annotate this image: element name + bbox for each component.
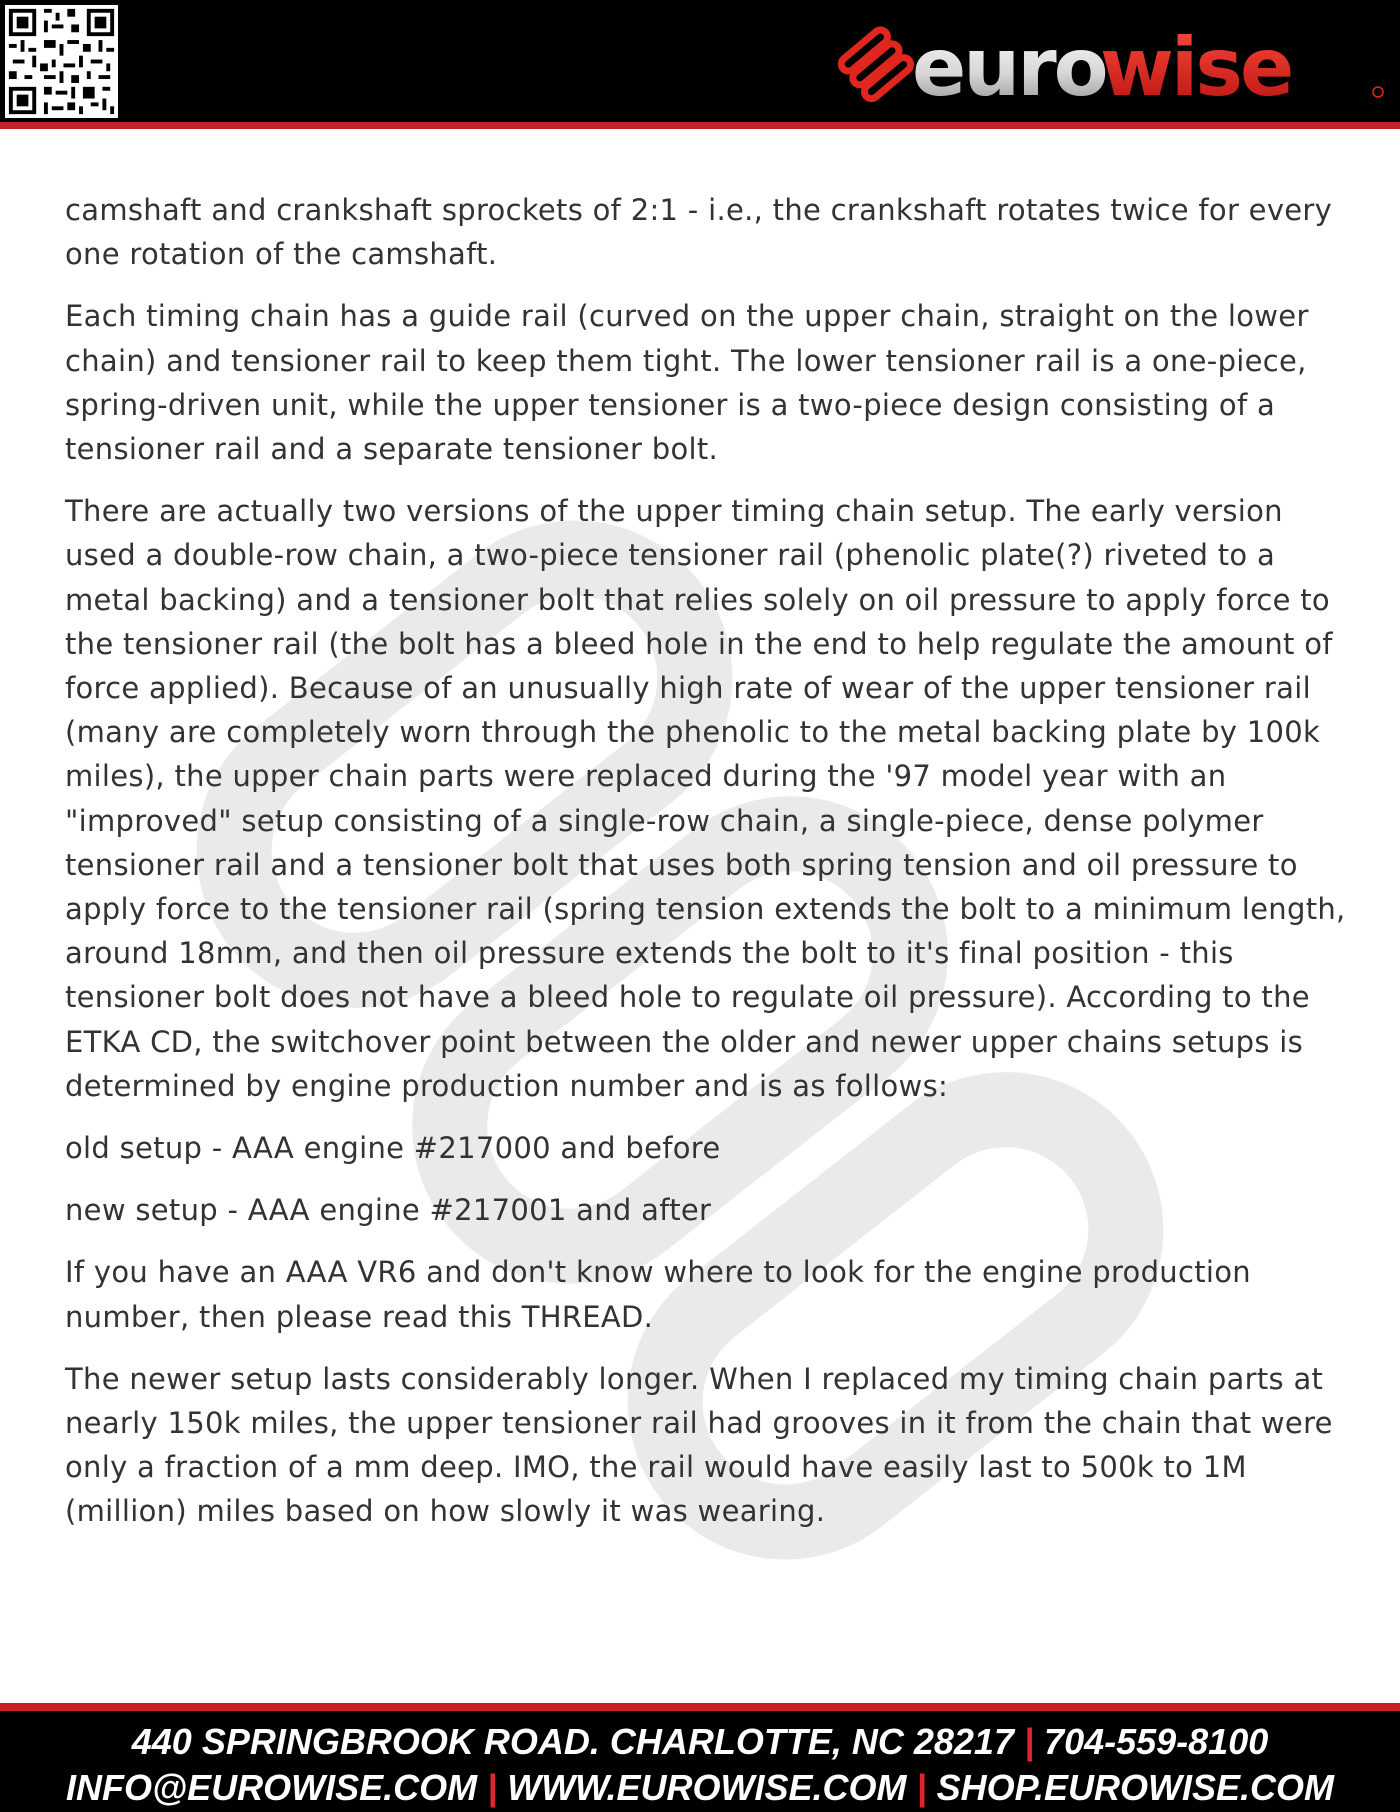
- footer-accent-stripe: [0, 1703, 1400, 1711]
- paragraph-old-setup: old setup - AAA engine #217000 and before: [65, 1131, 721, 1166]
- paragraph-two-versions: There are actually two versions of the upper timing chain setup. The early version used a double-row chain, a two-piece tensioner rail (phenolic plate(?) riveted to a metal backing) and a tensioner bolt that relies solely on oil pressure to apply force to the tensioner rail (the bolt has a bleed hole in the end to help regulate the amount of force applied). Because of an unusually high rate of wear of the upper tensioner rail (many are completely worn through the phenolic to the metal backing plate by 100k miles), the upper chain parts were replaced during the '97 model year with an "improved" setup consisting of a single-row chain, a single-piece, dense polymer tensioner rail and a tensioner bolt that uses both spring tension and oil pressure to apply force to the tensioner rail (spring tension extends the bolt to a minimum length, around 18mm, and then oil pressure extends the bolt to it's final position - this tensioner bolt does not have a bleed hole to regulate oil pressure). According to the ETKA CD, the switchover point between the older and newer upper chains setups is determined by engine production number and is as follows:: [65, 494, 1346, 1103]
- footer-address: 440 SPRINGBROOK ROAD. CHARLOTTE, NC 28217: [131, 1721, 1014, 1762]
- svg-text:euro: euro: [912, 21, 1106, 114]
- paragraph-production-number: If you have an AAA VR6 and don't know where to look for the engine production number, then please read this THREAD.: [65, 1255, 1251, 1334]
- svg-text:wise: wise: [1100, 21, 1292, 114]
- footer-website[interactable]: WWW.EUROWISE.COM: [507, 1767, 907, 1808]
- article-body: [65, 188, 1350, 1552]
- paragraph-new-setup: new setup - AAA engine #217001 and after: [65, 1193, 712, 1228]
- qr-code-icon: [5, 5, 118, 118]
- footer-separator: |: [487, 1767, 498, 1808]
- paragraph-guide-rails: Each timing chain has a guide rail (curved on the upper chain, straight on the lower chain) and tensioner rail to keep them tight. The lower tensioner rail is a one-piece, spring-driven unit, while the upper tensioner is a two-piece design consisting of a tensioner rail and a separate tensioner bolt.: [65, 299, 1309, 467]
- footer-phone[interactable]: 704-559-8100: [1044, 1721, 1269, 1762]
- page-header: [0, 0, 1400, 122]
- header-accent-stripe: [0, 122, 1400, 129]
- paragraph-sprocket-ratio: camshaft and crankshaft sprockets of 2:1 - i.e., the crankshaft rotates twice for every one rotation of the camshaft.: [65, 193, 1333, 272]
- paragraph-newer-setup-longevity: The newer setup lasts considerably longer. When I replaced my timing chain parts at nearly 150k miles, the upper tensioner rail had grooves in it from the chain that were only a fraction of a mm deep. IMO, the rail would have easily last to 500k to 1M (million) miles based on how slowly it was wearing.: [65, 1361, 1333, 1529]
- footer-separator: |: [1023, 1721, 1035, 1762]
- eurowise-emblem-icon: [838, 27, 913, 101]
- footer-address-line: [0, 1719, 1400, 1765]
- page-footer: [0, 1711, 1400, 1812]
- footer-shop[interactable]: SHOP.EUROWISE.COM: [936, 1767, 1334, 1808]
- footer-email[interactable]: INFO@EUROWISE.COM: [66, 1767, 478, 1808]
- footer-contact-line: [0, 1765, 1400, 1811]
- footer-separator: |: [916, 1767, 927, 1808]
- eurowise-logo: [832, 10, 1387, 115]
